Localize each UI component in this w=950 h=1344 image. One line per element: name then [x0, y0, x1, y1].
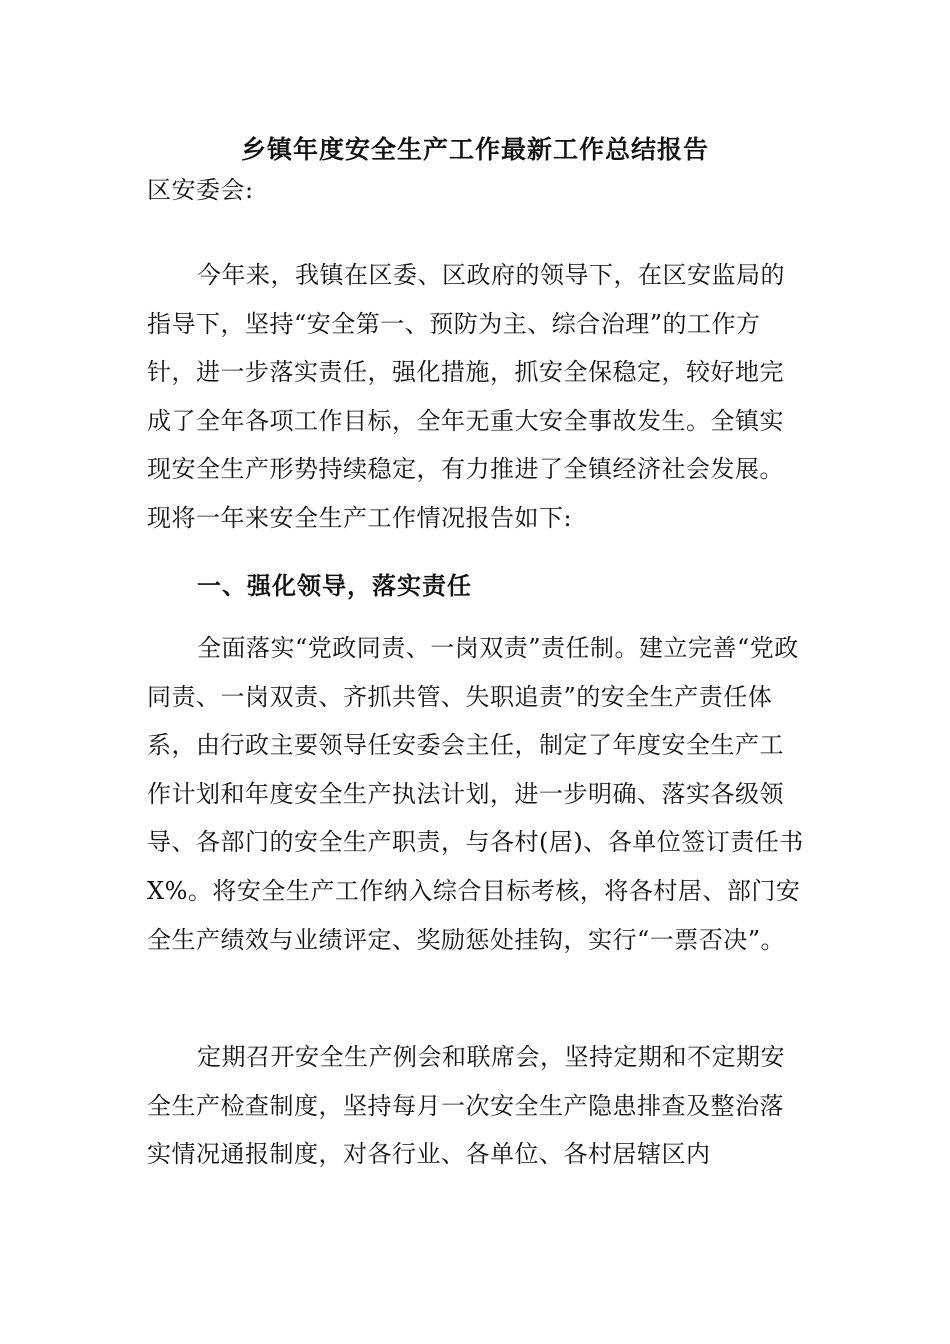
paragraph-intro: 今年来，我镇在区委、区政府的领导下，在区安监局的指导下，坚持“安全第一、预防为主、综合治理”的工作方针，进一步落实责任，强化措施，抓安全保稳定，较好地完成了全年各项工作目标，全年无重大安全事故发生。全镇实现安全生产形势持续稳定，有力推进了全镇经济社会发展。现将一年来安全生产工作情况报告如下:	[147, 261, 785, 532]
paragraph-responsibility: 全面落实“党政同责、一岗双责”责任制。建立完善“党政同责、一岗双责、齐抓共管、失职追责”的安全生产责任体系，由行政主要领导任安委会主任，制定了年度安全生产工作计划和年度安全生产执法计划，进一步明确、落实各级领导、各部门的安全生产职责，与各村(居)、各单位签订责任书X%。将安全生产工作纳入综合目标考核，将各村居、部门安全生产绩效与业绩评定、奖励惩处挂钩，实行“一票否决”。	[147, 634, 804, 954]
section-heading: 一、强化领导，落实责任	[197, 572, 472, 600]
document-title: 乡镇年度安全生产工作最新工作总结报告	[240, 135, 709, 164]
salutation: 区安委会:	[147, 176, 254, 204]
paragraph-meetings: 定期召开安全生产例会和联席会，坚持定期和不定期安全生产检查制度，坚持每月一次安全生产隐患排查及整治落实情况通报制度，对各行业、各单位、各村居辖区内	[147, 1043, 785, 1169]
